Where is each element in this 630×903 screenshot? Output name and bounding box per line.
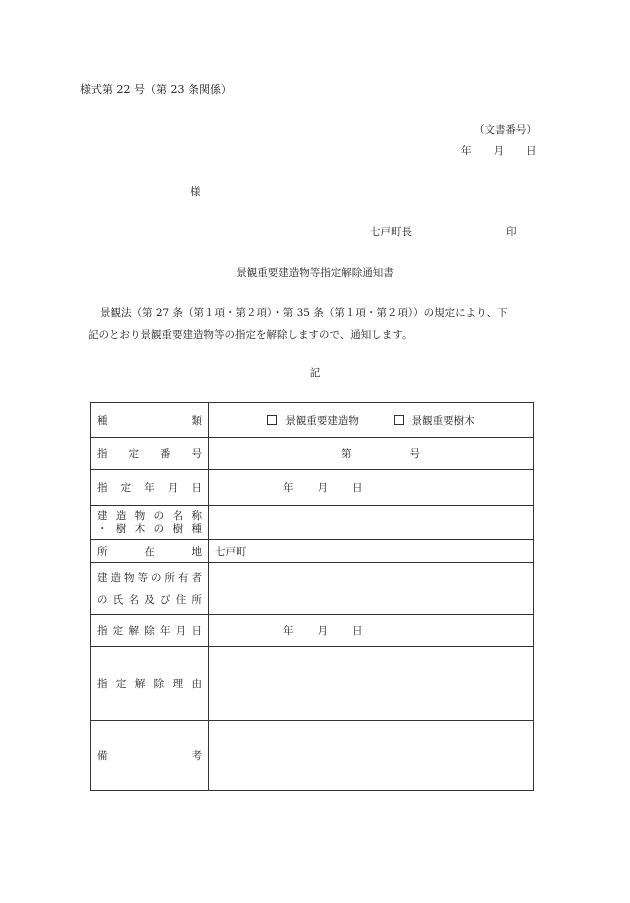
label-char: 備 bbox=[97, 750, 108, 762]
row-type bbox=[91, 403, 534, 438]
record-table bbox=[90, 402, 534, 791]
label-char: 定 bbox=[115, 678, 127, 690]
seal-mark: 印 bbox=[506, 226, 517, 238]
location-label bbox=[91, 540, 209, 563]
type-option-building[interactable]: 景観重要建造物 bbox=[267, 415, 359, 427]
label-char: 日 bbox=[191, 625, 202, 637]
label-char: 指 bbox=[97, 448, 108, 460]
label-text bbox=[97, 544, 202, 559]
label-char: 氏 bbox=[112, 593, 124, 606]
remarks-value[interactable] bbox=[209, 721, 534, 791]
label-char: の bbox=[97, 593, 108, 606]
label-char: 類 bbox=[191, 414, 202, 427]
body-text bbox=[88, 302, 552, 346]
label-char: 樹 bbox=[172, 522, 184, 535]
label-char: 番 bbox=[160, 448, 171, 460]
label-char: 解 bbox=[134, 678, 146, 690]
row-designation-number bbox=[91, 438, 534, 470]
label-char: 指 bbox=[97, 482, 108, 494]
label-char: 指 bbox=[97, 678, 108, 690]
label-char: 種 bbox=[97, 414, 108, 427]
label-char: 物 bbox=[134, 509, 146, 522]
addressee: 様 bbox=[190, 186, 201, 198]
ki-heading: 記 bbox=[309, 367, 321, 379]
issue-date bbox=[461, 143, 537, 158]
row-reason bbox=[91, 647, 534, 721]
label-char: 樹 bbox=[115, 522, 127, 535]
label-char: 名 bbox=[128, 593, 139, 606]
label-char: 有 bbox=[178, 571, 189, 584]
document-title: 景観重要建造物等指定解除通知書 bbox=[236, 267, 394, 279]
label-text bbox=[97, 523, 202, 536]
row-designation-date bbox=[91, 470, 534, 506]
type-label bbox=[91, 403, 209, 438]
issue-date-day: 日 bbox=[526, 145, 537, 157]
reason-value[interactable] bbox=[209, 647, 534, 721]
row-name bbox=[91, 506, 534, 540]
label-char: 年 bbox=[144, 482, 155, 494]
issue-date-month: 月 bbox=[493, 145, 504, 157]
label-char: 号 bbox=[191, 448, 202, 460]
label-char: 等 bbox=[137, 571, 148, 584]
label-char: 造 bbox=[115, 509, 127, 522]
label-char: 解 bbox=[128, 625, 139, 637]
revocation-date-value[interactable]: 年 月 日 bbox=[209, 615, 534, 647]
label-char: 所 bbox=[97, 545, 108, 558]
designation-number-value[interactable]: 第 号 bbox=[209, 438, 534, 470]
label-char: 在 bbox=[144, 545, 155, 558]
label-char: 名 bbox=[172, 509, 184, 522]
issue-date-year: 年 bbox=[461, 145, 472, 157]
label-char: 定 bbox=[112, 625, 124, 637]
label-char: 除 bbox=[144, 625, 155, 637]
label-char: 考 bbox=[191, 750, 202, 762]
label-char: の bbox=[153, 509, 165, 522]
label-char: 住 bbox=[175, 593, 187, 606]
label-char: 造 bbox=[110, 571, 121, 584]
label-text bbox=[97, 480, 202, 495]
label-char: 建 bbox=[97, 509, 108, 522]
label-char: 由 bbox=[191, 678, 202, 690]
label-char: 除 bbox=[153, 678, 165, 690]
label-char: 地 bbox=[191, 545, 202, 558]
checkbox-building[interactable] bbox=[267, 415, 277, 425]
label-char: の bbox=[151, 571, 162, 584]
label-char: の bbox=[153, 522, 165, 535]
label-char: 所 bbox=[164, 571, 175, 584]
row-owner bbox=[91, 563, 534, 615]
designation-number-label bbox=[91, 438, 209, 470]
document-number: （文書番号） bbox=[474, 124, 537, 136]
row-remarks bbox=[91, 721, 534, 791]
owner-value[interactable] bbox=[209, 563, 534, 615]
label-char: 定 bbox=[120, 482, 132, 494]
label-text bbox=[97, 589, 202, 611]
reason-label bbox=[91, 647, 209, 721]
label-char: 及 bbox=[144, 593, 155, 606]
owner-label bbox=[91, 563, 209, 615]
label-char: 年 bbox=[160, 625, 171, 637]
label-char: 日 bbox=[191, 482, 202, 494]
body-line-1: 景観法（第 27 条（第１項・第２項）・第 35 条（第１項・第２項））の規定により、下 bbox=[100, 307, 508, 319]
label-char: 種 bbox=[191, 522, 202, 535]
label-char: び bbox=[160, 593, 171, 606]
type-option-tree[interactable]: 景観重要樹木 bbox=[394, 415, 475, 427]
label-char: 理 bbox=[172, 678, 184, 690]
label-text bbox=[97, 510, 202, 523]
label-text bbox=[97, 623, 202, 638]
label-char: 建 bbox=[97, 571, 108, 584]
location-value[interactable]: 七戸町 bbox=[209, 540, 534, 563]
form-number: 様式第 22 号（第 23 条関係） bbox=[80, 83, 232, 96]
label-char: 称 bbox=[191, 509, 202, 522]
label-text bbox=[97, 748, 202, 763]
label-char: 物 bbox=[124, 571, 135, 584]
label-char: 定 bbox=[128, 448, 139, 460]
row-revocation-date bbox=[91, 615, 534, 647]
remarks-label bbox=[91, 721, 209, 791]
label-char: 者 bbox=[191, 571, 202, 584]
label-char: 所 bbox=[191, 593, 202, 606]
designation-date-value[interactable]: 年 月 日 bbox=[209, 470, 534, 506]
issuer-title: 七戸町長 bbox=[370, 226, 412, 238]
label-char: 木 bbox=[134, 522, 146, 535]
revocation-date-label bbox=[91, 615, 209, 647]
label-text bbox=[97, 567, 202, 589]
body-line-2: 記のとおり景観重要建造物等の指定を解除しますので、通知します。 bbox=[88, 329, 413, 341]
label-text bbox=[97, 413, 202, 428]
label-text bbox=[97, 676, 202, 691]
label-char: 月 bbox=[175, 625, 187, 637]
label-text bbox=[97, 446, 202, 461]
row-location bbox=[91, 540, 534, 563]
name-label bbox=[91, 506, 209, 540]
checkbox-tree[interactable] bbox=[394, 415, 404, 425]
label-char: 月 bbox=[167, 482, 179, 494]
name-value[interactable] bbox=[209, 506, 534, 540]
label-char: ・ bbox=[97, 522, 108, 535]
designation-date-label bbox=[91, 470, 209, 506]
type-value bbox=[209, 403, 534, 438]
label-char: 指 bbox=[97, 625, 108, 637]
